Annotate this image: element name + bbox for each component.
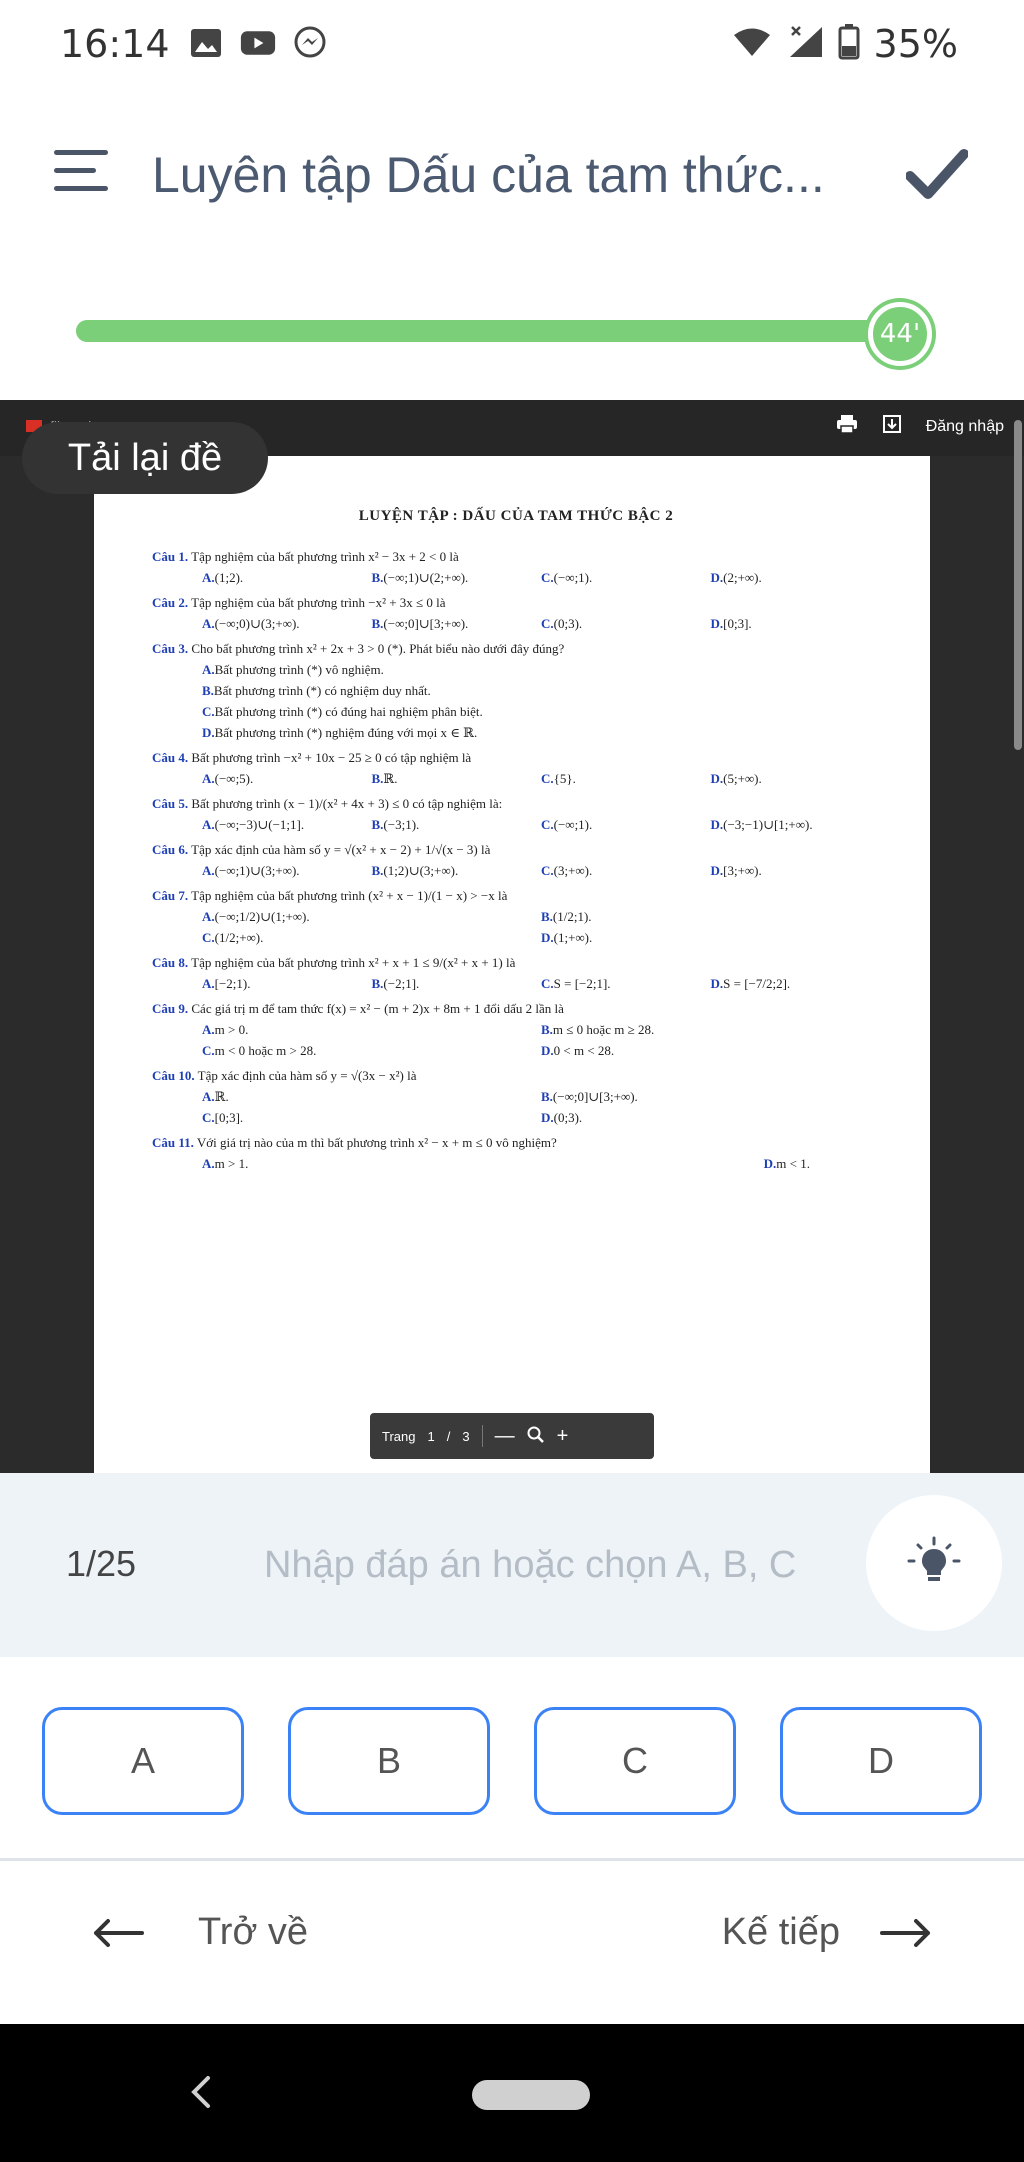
question-counter: 1/25: [66, 1543, 137, 1584]
option-item: [541, 570, 711, 586]
option-text: m < 1.: [776, 1156, 810, 1171]
option-text: ℝ.: [383, 771, 398, 786]
option-text: [−2;1).: [214, 976, 251, 991]
question-label: Câu 1.: [152, 549, 189, 564]
option-text: (0;3).: [553, 1110, 583, 1125]
signal-icon: [786, 25, 824, 64]
question-label: Câu 10.: [152, 1068, 195, 1083]
option-letter: B.: [371, 570, 384, 585]
option-text: (−2;1].: [383, 976, 420, 991]
youtube-icon: [240, 26, 276, 60]
option-text: (1/2;+∞).: [214, 930, 264, 945]
page-slash: /: [446, 1428, 451, 1444]
option-group: [152, 771, 880, 787]
option-item: [202, 725, 880, 741]
download-icon[interactable]: [882, 414, 902, 439]
option-letter: D.: [541, 1110, 554, 1125]
option-item: [372, 616, 542, 632]
option-letter: D.: [710, 570, 724, 585]
option-text: S = [−7/2;2].: [723, 976, 791, 991]
option-letter: C.: [541, 570, 554, 585]
choice-buttons: [0, 1657, 1024, 1857]
option-item: [711, 863, 881, 879]
option-group: [152, 570, 880, 586]
question-label: Câu 11.: [152, 1135, 194, 1150]
option-item: [202, 570, 372, 586]
option-letter: A.: [202, 976, 215, 991]
option-text: (1;2)∪(3;+∞).: [383, 863, 459, 878]
question-item: [152, 955, 880, 992]
notification-icons: [188, 26, 328, 60]
option-text: Bất phương trình (*) có nghiệm duy nhất.: [213, 683, 431, 698]
option-letter: C.: [202, 1043, 215, 1058]
choice-d-button[interactable]: D: [780, 1707, 982, 1815]
option-letter: C.: [202, 1110, 215, 1125]
option-item: [202, 1089, 541, 1105]
option-text: (−∞;0)∪(3;+∞).: [214, 616, 300, 631]
question-stem: [152, 641, 880, 657]
option-letter: B.: [371, 616, 384, 631]
question-stem: [152, 549, 880, 565]
option-item: [202, 1156, 541, 1172]
question-item: [152, 1068, 880, 1126]
question-text: Tập nghiệm của bất phương trình x² − 3x + 2 < 0 là: [191, 549, 459, 564]
question-item: [152, 796, 880, 833]
option-item: [711, 976, 881, 992]
option-letter: D.: [202, 725, 215, 740]
choice-c-button[interactable]: C: [534, 1707, 736, 1815]
option-text: (−3;1).: [383, 817, 420, 832]
back-label: Trở về: [198, 1911, 309, 1953]
battery-percent: 35%: [873, 22, 958, 66]
option-item: [711, 616, 881, 632]
question-item: [152, 595, 880, 632]
option-text: (−∞;1).: [553, 570, 593, 585]
question-item: [152, 750, 880, 787]
option-letter: A.: [202, 1156, 215, 1171]
question-item: [152, 641, 880, 741]
question-text: Tập xác định của hàm số y = √(x² + x − 2) + 1/√(x − 3) là: [191, 842, 491, 857]
option-item: [541, 1022, 880, 1038]
option-item: [372, 771, 542, 787]
option-letter: C.: [541, 771, 554, 786]
option-letter: D.: [541, 1043, 554, 1058]
question-text: Tập nghiệm của bất phương trình x² + x + 1 ≤ 9/(x² + x + 1) là: [191, 955, 516, 970]
app-header: [0, 88, 1024, 268]
option-letter: C.: [202, 930, 215, 945]
option-text: m < 0 hoặc m > 28.: [214, 1043, 317, 1058]
option-letter: D.: [710, 616, 724, 631]
option-letter: D.: [763, 1156, 777, 1171]
question-text: Tập nghiệm của bất phương trình (x² + x − 1)/(1 − x) > −x là: [191, 888, 508, 903]
option-text: (−∞;1).: [553, 817, 593, 832]
option-item: [202, 863, 372, 879]
option-letter: A.: [202, 863, 215, 878]
question-label: Câu 6.: [152, 842, 189, 857]
page-title: Luyên tập Dấu của tam thức...: [152, 147, 825, 203]
print-icon[interactable]: [836, 414, 858, 439]
answer-bar: [0, 1473, 1024, 1657]
question-stem: [152, 1068, 880, 1084]
option-text: m ≤ 0 hoặc m ≥ 28.: [552, 1022, 655, 1037]
option-item: [202, 683, 880, 699]
question-stem: [152, 595, 880, 611]
option-letter: C.: [541, 863, 554, 878]
option-group: [152, 1089, 880, 1126]
zoom-out-icon[interactable]: —: [494, 1424, 515, 1447]
option-group: [152, 863, 880, 879]
question-stem: [152, 955, 880, 971]
option-letter: A.: [202, 1022, 215, 1037]
question-stem: [152, 1135, 880, 1151]
option-text: m > 0.: [214, 1022, 249, 1037]
option-item: [372, 863, 542, 879]
option-item: [202, 1043, 541, 1059]
option-text: (3;+∞).: [553, 863, 593, 878]
question-label: Câu 9.: [152, 1001, 189, 1016]
total-pages: 3: [462, 1428, 470, 1444]
option-letter: C.: [202, 704, 215, 719]
option-letter: A.: [202, 909, 215, 924]
question-stem: [152, 842, 880, 858]
messenger-icon: [292, 26, 328, 60]
system-back-icon[interactable]: [186, 2072, 216, 2112]
option-letter: A.: [202, 1089, 215, 1104]
option-item: [202, 817, 372, 833]
option-letter: B.: [541, 909, 553, 924]
question-item: [152, 888, 880, 946]
question-item: [152, 842, 880, 879]
option-text: (−∞;1/2)∪(1;+∞).: [214, 909, 310, 924]
option-item: [541, 909, 880, 925]
option-letter: D.: [710, 863, 724, 878]
option-text: (−3;−1)∪[1;+∞).: [723, 817, 813, 832]
choice-b-button[interactable]: B: [288, 1707, 490, 1815]
wifi-icon: [732, 26, 772, 63]
lightbulb-icon: [906, 1535, 962, 1591]
option-letter: A.: [202, 616, 215, 631]
option-text: Bất phương trình (*) vô nghiệm.: [214, 662, 384, 677]
time-progress-bar: [76, 320, 932, 342]
option-letter: B.: [541, 1022, 553, 1037]
option-text: ℝ.: [214, 1089, 229, 1104]
option-letter: A.: [202, 662, 215, 677]
option-item: [541, 1156, 880, 1172]
question-label: Câu 7.: [152, 888, 189, 903]
option-letter: B.: [371, 771, 384, 786]
option-letter: D.: [541, 930, 554, 945]
option-text: (2;+∞).: [723, 570, 762, 585]
option-text: (−∞;0]∪[3;+∞).: [383, 616, 469, 631]
image-icon: [188, 26, 224, 60]
option-text: 0 < m < 28.: [553, 1043, 615, 1058]
option-text: S = [−2;1].: [553, 976, 611, 991]
page-label: Trang: [382, 1428, 416, 1444]
question-text: Tập xác định của hàm số y = √(3x − x²) là: [197, 1068, 417, 1083]
question-text: Với giá trị nào của m thì bất phương trình x² − x + m ≤ 0 vô nghiệm?: [196, 1135, 557, 1150]
pdf-page-toolbar: [370, 1413, 654, 1459]
timer-badge: 44': [868, 302, 932, 366]
option-text: m > 1.: [214, 1156, 249, 1171]
option-group: [152, 817, 880, 833]
question-label: Câu 4.: [152, 750, 189, 765]
status-bar: [0, 0, 1024, 88]
option-text: (1;2).: [214, 570, 244, 585]
arrow-right-icon: [880, 1918, 932, 1948]
option-item: [541, 863, 711, 879]
option-item: [541, 771, 711, 787]
option-group: [152, 1156, 880, 1172]
option-text: [3;+∞).: [723, 863, 762, 878]
question-label: Câu 8.: [152, 955, 189, 970]
arrow-left-icon: [92, 1918, 144, 1948]
option-text: {5}.: [553, 771, 576, 786]
question-item: [152, 549, 880, 586]
option-letter: C.: [541, 817, 554, 832]
option-letter: D.: [710, 817, 724, 832]
option-letter: C.: [541, 976, 554, 991]
option-letter: D.: [710, 771, 724, 786]
option-item: [202, 704, 880, 720]
option-group: [152, 662, 880, 741]
option-letter: B.: [202, 683, 214, 698]
submit-check-icon[interactable]: [906, 146, 968, 202]
question-stem: [152, 888, 880, 904]
question-stem: [152, 796, 880, 812]
option-item: [202, 662, 880, 678]
option-letter: C.: [541, 616, 554, 631]
question-label: Câu 5.: [152, 796, 189, 811]
document-title: LUYỆN TẬP : DẤU CỦA TAM THỨC BẬC 2: [358, 508, 674, 524]
option-item: [372, 817, 542, 833]
option-item: [541, 930, 880, 946]
option-text: (−∞;5).: [214, 771, 254, 786]
option-item: [541, 1043, 880, 1059]
option-letter: B.: [371, 863, 384, 878]
question-text: Cho bất phương trình x² + 2x + 3 > 0 (*). Phát biểu nào dưới đây đúng?: [191, 641, 565, 656]
reload-exam-button[interactable]: Tải lại đề: [22, 422, 268, 494]
option-item: [711, 817, 881, 833]
question-stem: [152, 750, 880, 766]
option-text: (−∞;1)∪(3;+∞).: [214, 863, 300, 878]
option-letter: B.: [371, 817, 384, 832]
option-letter: B.: [371, 976, 384, 991]
zoom-icon: [527, 1426, 545, 1447]
option-letter: D.: [710, 976, 724, 991]
hamburger-menu-icon[interactable]: [54, 150, 108, 194]
option-item: [202, 1022, 541, 1038]
option-letter: B.: [541, 1089, 553, 1104]
battery-icon: [838, 24, 860, 65]
question-list: [152, 549, 880, 1172]
option-text: (−∞;0]∪[3;+∞).: [552, 1089, 638, 1104]
question-item: [152, 1001, 880, 1059]
option-item: [541, 817, 711, 833]
option-text: (1/2;1).: [552, 909, 592, 924]
option-letter: A.: [202, 771, 215, 786]
pdf-page: [94, 456, 930, 1473]
option-item: [202, 976, 372, 992]
option-item: [202, 616, 372, 632]
option-item: [541, 976, 711, 992]
option-text: [0;3].: [723, 616, 752, 631]
option-text: Bất phương trình (*) có đúng hai nghiệm phân biệt.: [214, 704, 483, 719]
question-text: Bất phương trình −x² + 10x − 25 ≥ 0 có tập nghiệm là: [191, 750, 472, 765]
option-item: [711, 771, 881, 787]
toolbar-separator: [482, 1425, 483, 1447]
next-label: Kế tiếp: [721, 1911, 840, 1953]
option-item: [541, 1089, 880, 1105]
option-text: Bất phương trình (*) nghiệm đúng với mọi x ∈ ℝ.: [214, 725, 478, 740]
option-item: [372, 570, 542, 586]
option-group: [152, 1022, 880, 1059]
answer-input[interactable]: [264, 1529, 824, 1601]
option-item: [202, 909, 541, 925]
status-time: 16:14: [60, 22, 170, 66]
system-home-pill[interactable]: [472, 2080, 590, 2110]
current-page[interactable]: 1: [427, 1428, 435, 1444]
option-letter: A.: [202, 817, 215, 832]
option-group: [152, 976, 880, 992]
question-text: Tập nghiệm của bất phương trình −x² + 3x ≤ 0 là: [191, 595, 446, 610]
question-text: Các giá trị m để tam thức f(x) = x² − (m + 2)x + 8m + 1 đổi dấu 2 lần là: [191, 1001, 564, 1016]
pdf-viewer: [0, 400, 1024, 1473]
option-text: (0;3).: [553, 616, 583, 631]
option-text: (1;+∞).: [553, 930, 593, 945]
choice-a-button[interactable]: A: [42, 1707, 244, 1815]
question-label: Câu 2.: [152, 595, 189, 610]
question-label: Câu 3.: [152, 641, 189, 656]
viewer-scrollbar[interactable]: [1014, 420, 1022, 750]
option-group: [152, 909, 880, 946]
option-text: (−∞;1)∪(2;+∞).: [383, 570, 469, 585]
bottom-navigation: [0, 1861, 1024, 2023]
viewer-actions: [836, 414, 1004, 439]
option-item: [541, 616, 711, 632]
progress-fill: [76, 320, 898, 342]
option-item: [202, 771, 372, 787]
hint-button[interactable]: [866, 1495, 1002, 1631]
option-item: [711, 570, 881, 586]
option-item: [202, 1110, 541, 1126]
system-navigation-bar: [0, 2024, 1024, 2162]
option-group: [152, 616, 880, 632]
option-text: [0;3].: [214, 1110, 244, 1125]
question-item: [152, 1135, 880, 1172]
option-letter: A.: [202, 570, 215, 585]
option-item: [202, 930, 541, 946]
option-item: [541, 1110, 880, 1126]
next-button[interactable]: [722, 1911, 932, 1954]
login-link[interactable]: Đăng nhập: [925, 417, 1004, 435]
back-button[interactable]: [92, 1911, 308, 1954]
question-stem: [152, 1001, 880, 1017]
zoom-in-icon[interactable]: +: [556, 1424, 569, 1447]
question-text: Bất phương trình (x − 1)/(x² + 4x + 3) ≤ 0 có tập nghiệm là:: [191, 796, 503, 811]
option-text: (5;+∞).: [723, 771, 762, 786]
status-right: [732, 22, 958, 66]
option-item: [372, 976, 542, 992]
option-text: (−∞;−3)∪(−1;1].: [214, 817, 305, 832]
